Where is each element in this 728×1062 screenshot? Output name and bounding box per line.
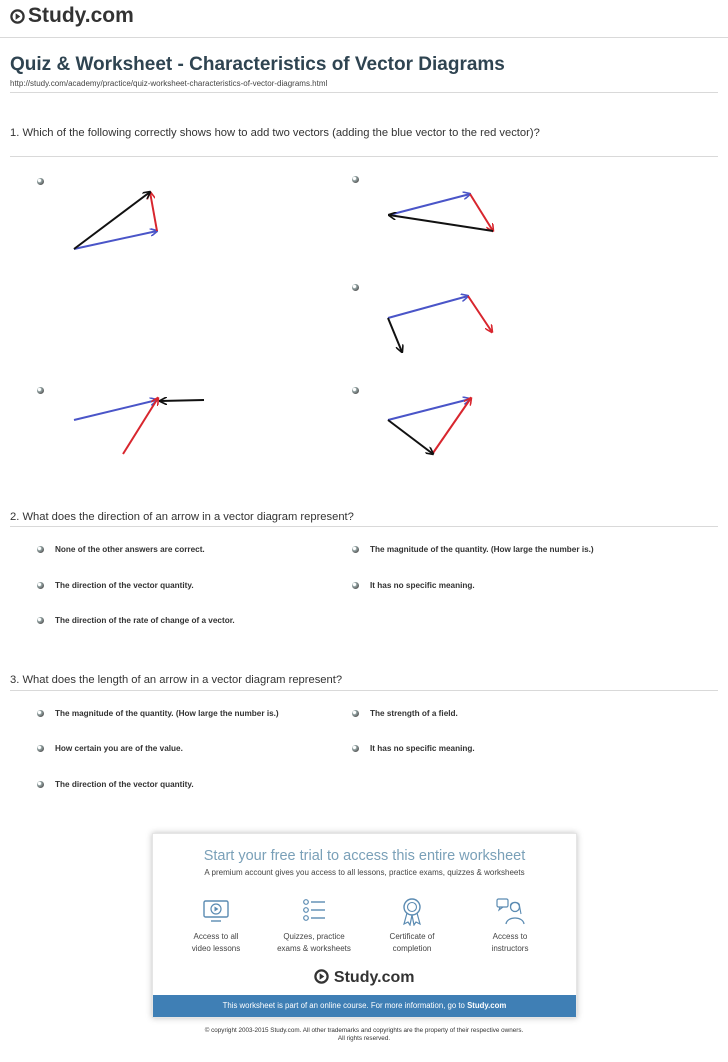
feature-line2: exams & worksheets bbox=[277, 944, 351, 953]
question-3-text: 3. What does the length of an arrow in a vector diagram represent? bbox=[10, 674, 343, 686]
q3-option-e[interactable] bbox=[37, 780, 194, 789]
q3-option-d[interactable] bbox=[352, 744, 475, 753]
feature-line2: instructors bbox=[491, 944, 529, 953]
radio-button-icon[interactable] bbox=[37, 745, 44, 752]
q2-option-b[interactable] bbox=[352, 545, 594, 554]
radio-button-icon[interactable] bbox=[37, 710, 44, 717]
radio-button-icon[interactable] bbox=[352, 582, 359, 589]
promo-bar-text: This worksheet is part of an online course. For more information, go to bbox=[222, 1001, 465, 1010]
q1-diagram-c bbox=[388, 296, 492, 352]
option-label: The magnitude of the quantity. (How large the number is.) bbox=[370, 545, 594, 554]
q1-diagram-b bbox=[389, 194, 493, 231]
q3-option-c[interactable] bbox=[37, 744, 183, 753]
promo-brand bbox=[153, 969, 576, 987]
copyright-line2: All rights reserved. bbox=[337, 1035, 391, 1042]
question-2-divider bbox=[10, 526, 718, 527]
study-logo-icon bbox=[314, 969, 329, 984]
q1-diagram-d bbox=[74, 398, 204, 454]
feature-line1: Access to bbox=[492, 932, 528, 941]
q1-option-d-radio[interactable] bbox=[37, 387, 44, 394]
radio-button-icon[interactable] bbox=[37, 617, 44, 624]
promo-brand-name: Study.com bbox=[333, 969, 415, 986]
option-label: The direction of the vector quantity. bbox=[55, 581, 194, 590]
feature-video-lessons bbox=[171, 896, 261, 955]
radio-button-icon[interactable] bbox=[352, 745, 359, 752]
premium-promo-box bbox=[152, 833, 577, 1018]
feature-quizzes bbox=[269, 896, 359, 955]
radio-button-icon[interactable] bbox=[352, 710, 359, 717]
option-label: It has no specific meaning. bbox=[370, 744, 475, 753]
q2-option-a[interactable] bbox=[37, 545, 205, 554]
promo-info-bar bbox=[153, 995, 576, 1017]
copyright-line1: © copyright 2003-2015 Study.com. All other trademarks and copyrights are the property of their respective owners. bbox=[204, 1027, 524, 1034]
feature-line2: completion bbox=[392, 944, 432, 953]
option-label: None of the other answers are correct. bbox=[55, 545, 205, 554]
question-1-text: 1. Which of the following correctly shows how to add two vectors (adding the blue vector to the red vector)? bbox=[10, 127, 540, 139]
video-lesson-icon bbox=[201, 896, 231, 926]
q1-diagram-e bbox=[388, 398, 471, 454]
option-label: The magnitude of the quantity. (How large the number is.) bbox=[55, 709, 279, 718]
brand-name: Study.com bbox=[28, 4, 134, 27]
q2-option-e[interactable] bbox=[37, 616, 235, 625]
quiz-list-icon bbox=[299, 896, 329, 926]
instructor-icon bbox=[495, 896, 525, 926]
q1-vector-diagrams bbox=[0, 0, 728, 480]
option-label: The direction of the vector quantity. bbox=[55, 780, 194, 789]
q2-option-d[interactable] bbox=[352, 581, 475, 590]
q1-option-e-radio[interactable] bbox=[352, 387, 359, 394]
q3-option-a[interactable] bbox=[37, 709, 279, 718]
option-label: The direction of the rate of change of a vector. bbox=[55, 616, 235, 625]
feature-line1: Certificate of bbox=[389, 932, 435, 941]
radio-button-icon[interactable] bbox=[37, 781, 44, 788]
feature-line2: video lessons bbox=[191, 944, 241, 953]
option-label: It has no specific meaning. bbox=[370, 581, 475, 590]
radio-button-icon[interactable] bbox=[37, 582, 44, 589]
promo-subtitle: A premium account gives you access to all lessons, practice exams, quizzes & worksheets bbox=[204, 868, 525, 877]
page-url: http://study.com/academy/practice/quiz-worksheet-characteristics-of-vector-diagrams.html bbox=[10, 79, 328, 88]
q3-option-b[interactable] bbox=[352, 709, 458, 718]
question-3-divider bbox=[10, 690, 718, 691]
feature-line1: Access to all bbox=[193, 932, 239, 941]
radio-button-icon[interactable] bbox=[37, 546, 44, 553]
study-link[interactable]: Study.com bbox=[467, 1001, 507, 1010]
feature-line1: Quizzes, practice bbox=[283, 932, 345, 941]
certificate-icon bbox=[397, 896, 427, 926]
promo-title: Start your free trial to access this entire worksheet bbox=[203, 848, 526, 864]
question-2-text: 2. What does the direction of an arrow in a vector diagram represent? bbox=[10, 511, 354, 523]
copyright-notice bbox=[0, 1027, 728, 1043]
feature-certificate bbox=[367, 896, 457, 955]
q1-option-c-radio[interactable] bbox=[352, 284, 359, 291]
page-title: Quiz & Worksheet - Characteristics of Vector Diagrams bbox=[10, 54, 505, 75]
feature-instructors bbox=[465, 896, 555, 955]
q1-option-b-radio[interactable] bbox=[352, 176, 359, 183]
radio-button-icon[interactable] bbox=[352, 546, 359, 553]
q1-diagram-a bbox=[74, 192, 157, 249]
option-label: The strength of a field. bbox=[370, 709, 458, 718]
option-label: How certain you are of the value. bbox=[55, 744, 183, 753]
q2-option-c[interactable] bbox=[37, 581, 194, 590]
